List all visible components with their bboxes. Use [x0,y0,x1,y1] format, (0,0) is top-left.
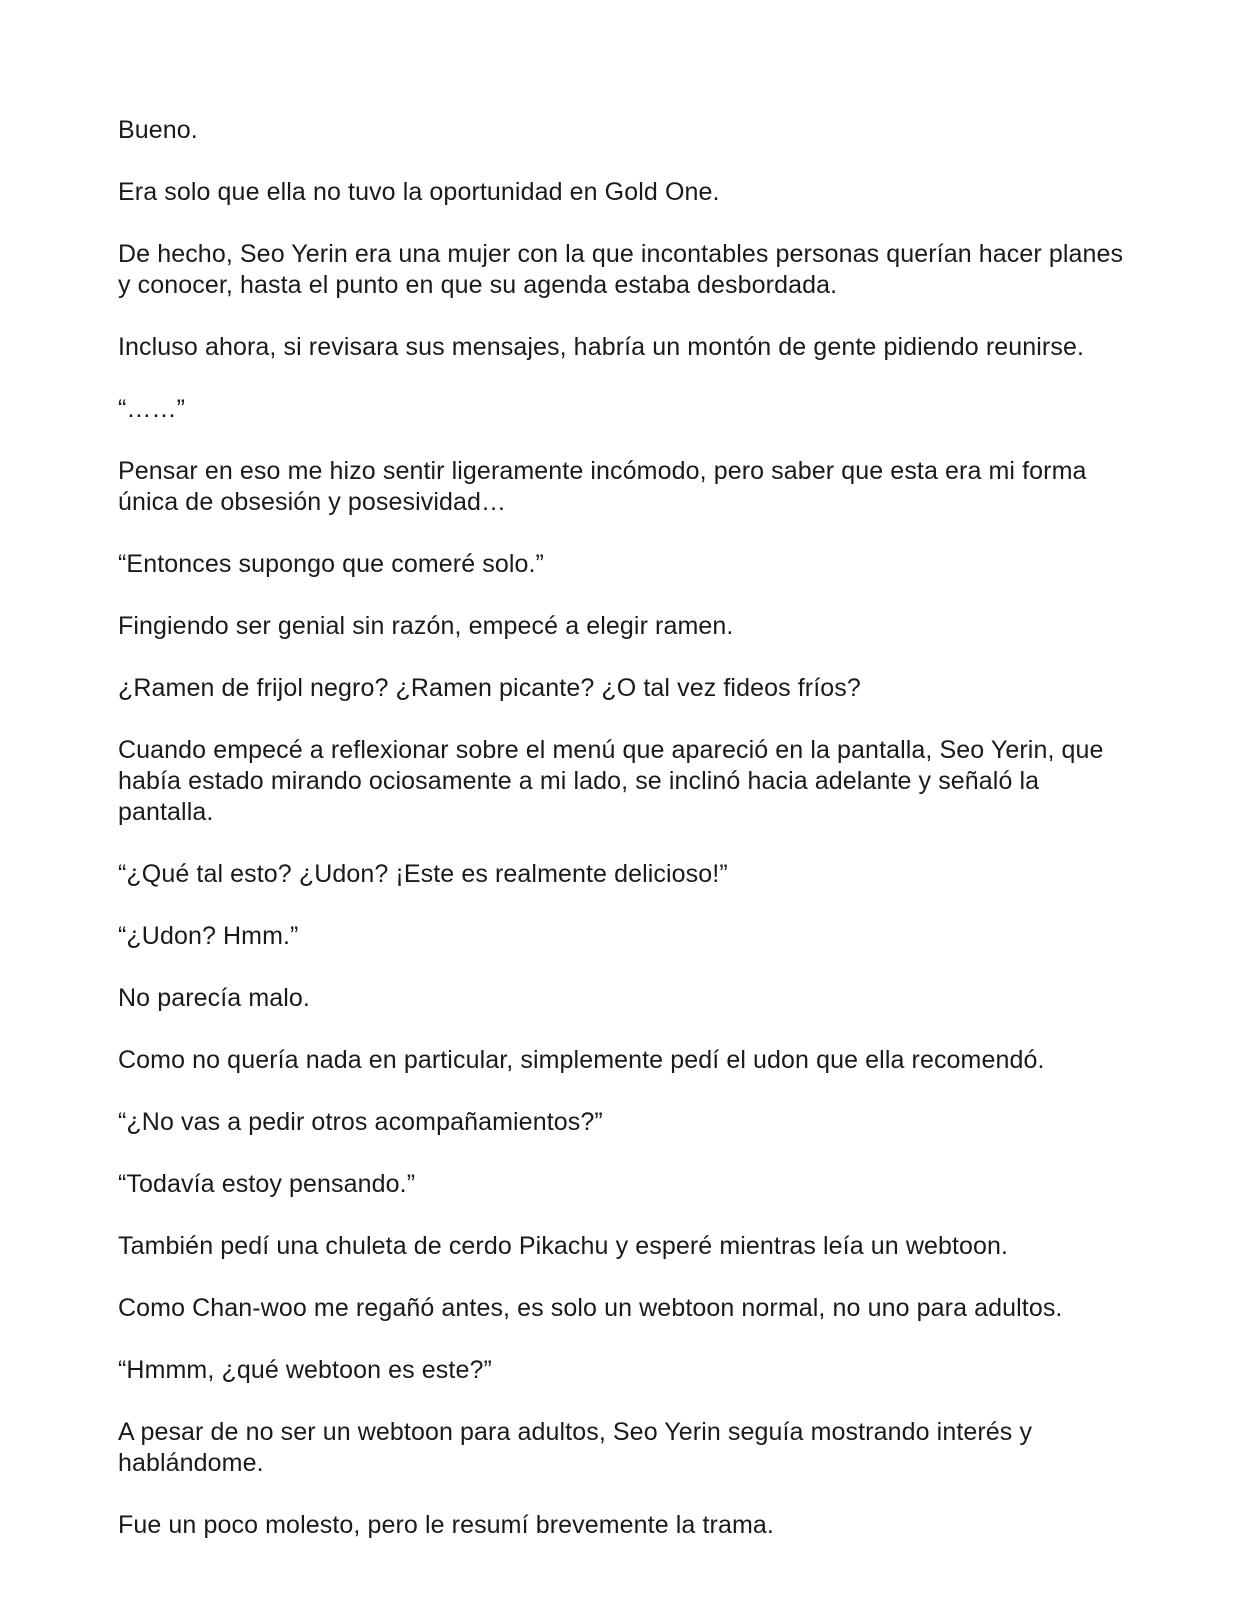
paragraph: Pensar en eso me hizo sentir ligeramente incómodo, pero saber que esta era mi forma única de obsesión y posesividad… [118,457,1087,516]
paragraph: “Entonces supongo que comeré solo.” [118,550,544,578]
paragraph: ¿Ramen de frijol negro? ¿Ramen picante? ¿O tal vez fideos fríos? [118,674,861,702]
paragraph: Como Chan-woo me regañó antes, es solo un webtoon normal, no uno para adultos. [118,1294,1063,1322]
paragraph: Fue un poco molesto, pero le resumí brevemente la trama. [118,1511,774,1539]
paragraph: Era solo que ella no tuvo la oportunidad en Gold One. [118,178,720,206]
paragraph: Incluso ahora, si revisara sus mensajes, habría un montón de gente pidiendo reunirse. [118,333,1085,361]
paragraph: A pesar de no ser un webtoon para adultos, Seo Yerin seguía mostrando interés y hablándome. [118,1418,1033,1477]
document-body [118,115,1128,1572]
paragraph: Fingiendo ser genial sin razón, empecé a elegir ramen. [118,612,734,640]
paragraph: “¿Udon? Hmm.” [118,922,299,950]
paragraph: “Todavía estoy pensando.” [118,1170,416,1198]
paragraph: Como no quería nada en particular, simplemente pedí el udon que ella recomendó. [118,1046,1045,1074]
paragraph: “¿No vas a pedir otros acompañamientos?” [118,1108,603,1136]
paragraph: De hecho, Seo Yerin era una mujer con la que incontables personas querían hacer planes y conocer, hasta el punto en que su agenda estaba desbordada. [118,240,1124,299]
paragraph: “¿Qué tal esto? ¿Udon? ¡Este es realmente delicioso!” [118,860,728,888]
paragraph: Bueno. [118,116,198,144]
paragraph: No parecía malo. [118,984,310,1012]
paragraph: “Hmmm, ¿qué webtoon es este?” [118,1356,492,1384]
paragraph: Cuando empecé a reflexionar sobre el menú que apareció en la pantalla, Seo Yerin, que había estado mirando ociosamente a mi lado, se inclinó hacia adelante y señaló la pantalla. [118,736,1104,826]
paragraph: También pedí una chuleta de cerdo Pikachu y esperé mientras leía un webtoon. [118,1232,1009,1260]
paragraph: “……” [118,395,186,423]
